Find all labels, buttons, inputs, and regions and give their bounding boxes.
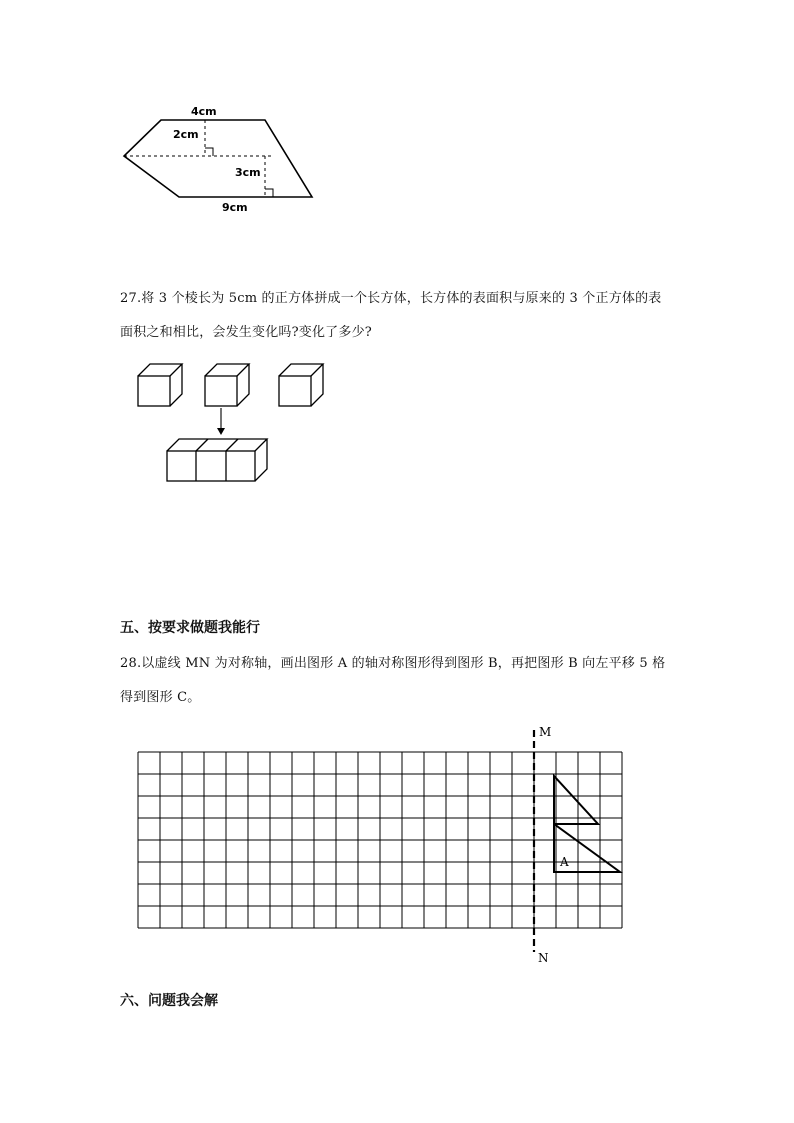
section-5-title: 五、按要求做题我能行 [120,620,260,636]
combined-cuboid [167,439,267,481]
section-6-title: 六、问题我会解 [120,993,218,1009]
down-arrow [217,408,225,435]
axis-label-m: M [539,725,552,739]
shape-label-a: A [560,855,569,869]
question-27 [120,282,720,350]
cube-middle [205,364,249,406]
question-28-line2: 得到图形 C。 [120,690,201,705]
cube-right [279,364,323,406]
grid-figure [130,720,620,965]
question-28-line1: 28.以虚线 MN 为对称轴，画出图形 A 的轴对称图形得到图形 B，再把图形 B 向左平移 5 格 [120,656,666,671]
top-length-label: 4cm [191,105,217,118]
grid-lines [138,752,622,928]
lower-height-label: 3cm [235,166,261,179]
upper-height-label: 2cm [173,128,199,141]
cubes-figure [130,358,330,488]
axis-label-n: N [538,951,549,965]
question-27-line2: 面积之和相比，会发生变化吗?变化了多少? [120,325,372,340]
trapezoid-outline [124,120,312,197]
lower-right-angle-mark [265,189,273,197]
bottom-length-label: 9cm [222,201,248,214]
shape-a-upper-triangle [554,776,598,824]
cube-left [138,364,182,406]
trapezoid-figure [115,100,315,214]
upper-right-angle-mark [205,148,213,156]
question-28 [120,647,720,715]
question-27-line1: 27.将 3 个棱长为 5cm 的正方体拼成一个长方体，长方体的表面积与原来的 3 个正方体的表 [120,291,662,306]
